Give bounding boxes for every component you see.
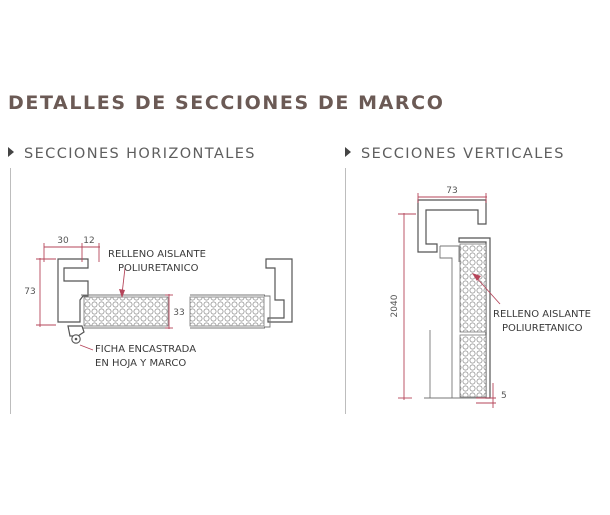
section-heading-horizontal-text: SECCIONES HORIZONTALES	[24, 146, 256, 162]
horizontal-section	[24, 236, 292, 369]
page-title: DETALLES DE SECCIONES DE MARCO	[8, 92, 445, 114]
foam-core-right	[190, 297, 264, 326]
dim-5: 5	[501, 391, 507, 401]
dim-73-vertical: 73	[446, 186, 458, 196]
foam-core-lower	[460, 335, 486, 397]
foam-core-upper	[460, 244, 486, 332]
door-leaf-vertical	[440, 246, 459, 398]
dim-30: 30	[57, 236, 69, 246]
dim-2040: 2040	[390, 294, 400, 318]
vertical-section	[390, 186, 591, 408]
hinge-pin-center	[75, 338, 78, 341]
dim-12: 12	[83, 236, 95, 246]
label-fill-vertical-line2: POLIURETANICO	[502, 323, 583, 334]
left-frame-profile	[58, 259, 88, 322]
label-fill-vertical-line1: RELLENO AISLANTE	[493, 309, 591, 320]
label-hinge-line1: FICHA ENCASTRADA	[95, 344, 197, 355]
label-fill-line1: RELLENO AISLANTE	[108, 249, 206, 260]
section-heading-vertical-text: SECCIONES VERTICALES	[361, 146, 565, 162]
label-hinge-line2: EN HOJA Y MARCO	[95, 358, 187, 369]
foam-core-left	[84, 297, 168, 326]
label-fill-line2: POLIURETANICO	[118, 263, 199, 274]
dim-33: 33	[173, 308, 185, 318]
dim-73: 73	[24, 287, 36, 297]
